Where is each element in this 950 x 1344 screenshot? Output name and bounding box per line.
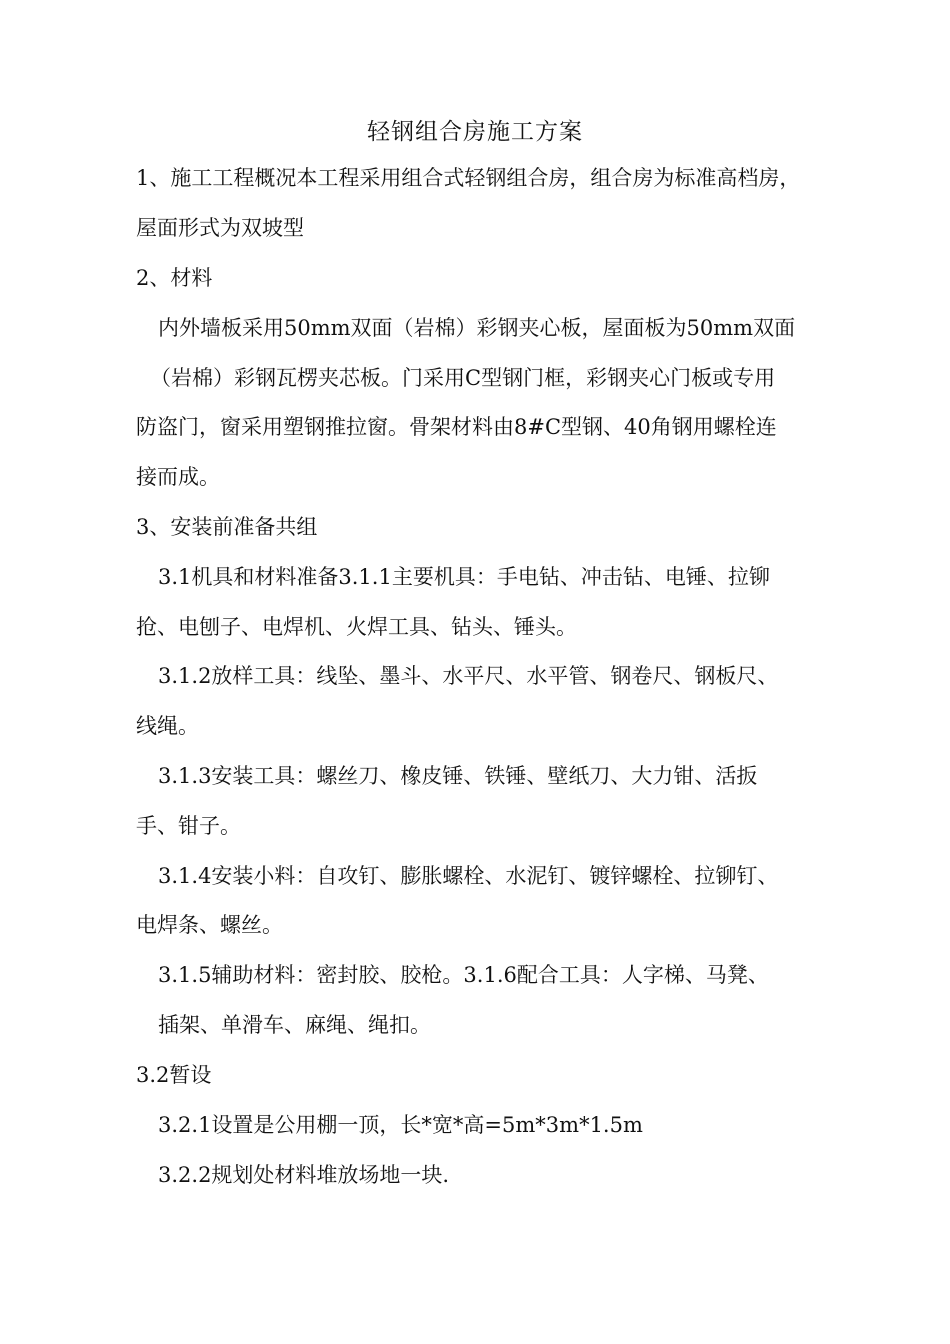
text-line: 接而成。 [136,465,220,489]
text-line: 3.1.5辅助材料：密封胶、胶枪。3.1.6配合工具：人字梯、马凳、 [158,963,769,987]
text-line: 3.1.2放样工具：线坠、墨斗、水平尺、水平管、钢卷尺、钢板尺、 [158,664,779,688]
text-line: 抢、电刨子、电焊机、火焊工具、钻头、锤头。 [136,615,577,639]
text-line: 1、施工工程概况本工程采用组合式轻钢组合房，组合房为标准高档房， [136,166,801,190]
document-title: 轻钢组合房施工方案 [367,119,583,145]
text-line: 内外墙板采用50mm双面（岩棉）彩钢夹心板，屋面板为50mm双面 [158,316,796,340]
text-line: 3.2.1设置是公用棚一顶，长*宽*高=5m*3m*1.5m [158,1113,643,1137]
section-heading: 3.2暂设 [136,1063,212,1087]
text-line: 3.2.2规划处材料堆放场地一块. [158,1163,450,1187]
section-heading: 3、安装前准备共组 [136,515,318,539]
text-line: 线绳。 [136,714,199,738]
text-line: 防盗门，窗采用塑钢推拉窗。骨架材料由8#C型钢、40角钢用螺栓连 [136,415,777,439]
text-line: 手、钳子。 [136,814,241,838]
text-line: 电焊条、螺丝。 [136,913,283,937]
section-heading: 2、材料 [136,266,213,290]
text-line: 3.1.4安装小料：自攻钉、膨胀螺栓、水泥钉、镀锌螺栓、拉铆钉、 [158,864,779,888]
text-line: 3.1.3安装工具：螺丝刀、橡皮锤、铁锤、壁纸刀、大力钳、活扳 [158,764,758,788]
text-line: （岩棉）彩钢瓦楞夹芯板。门采用C型钢门框，彩钢夹心门板或专用 [150,366,776,390]
text-line: 插架、单滑车、麻绳、绳扣。 [158,1013,431,1037]
text-line: 屋面形式为双坡型 [136,216,304,240]
text-line: 3.1机具和材料准备3.1.1主要机具：手电钻、冲击钻、电锤、拉铆 [158,565,770,589]
